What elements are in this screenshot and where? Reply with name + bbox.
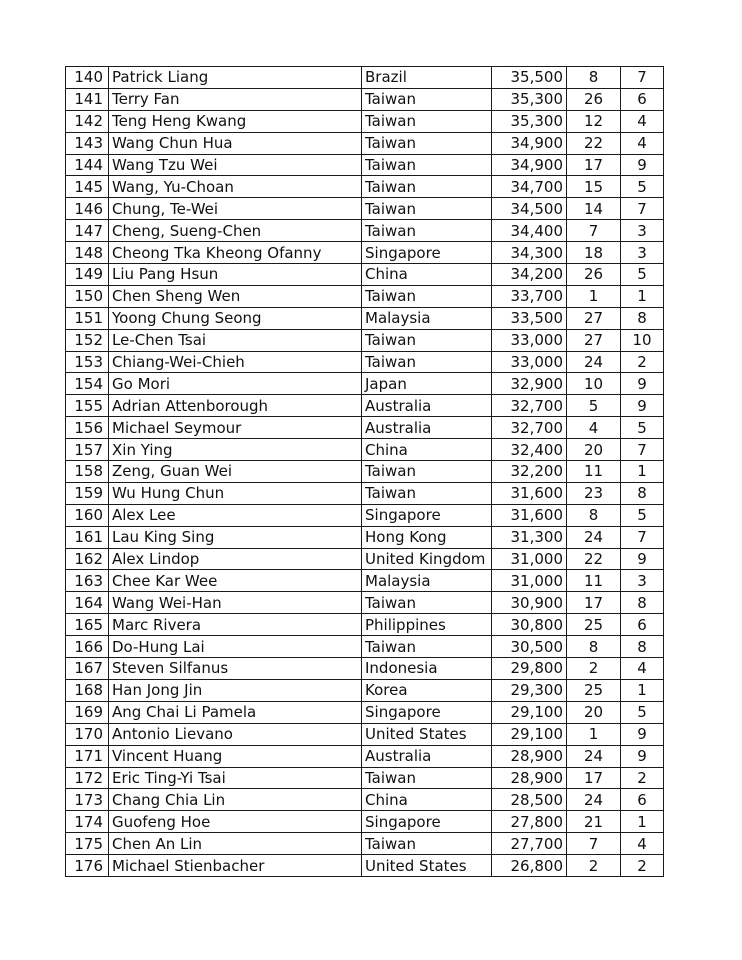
number-cell: 14 bbox=[567, 198, 621, 220]
table-row bbox=[66, 132, 664, 154]
table-row bbox=[66, 329, 664, 351]
player-name-cell: Lau King Sing bbox=[109, 526, 362, 548]
points-cell: 33,700 bbox=[492, 285, 567, 307]
player-name-cell: Michael Seymour bbox=[109, 417, 362, 439]
points-cell: 34,200 bbox=[492, 264, 567, 286]
table-row bbox=[66, 855, 664, 877]
player-name-cell: Wang Tzu Wei bbox=[109, 154, 362, 176]
number-cell: 17 bbox=[567, 592, 621, 614]
player-name-cell: Wang Wei-Han bbox=[109, 592, 362, 614]
points-cell: 31,600 bbox=[492, 482, 567, 504]
country-cell: Taiwan bbox=[362, 220, 492, 242]
points-cell: 33,000 bbox=[492, 329, 567, 351]
rank-cell: 165 bbox=[66, 614, 109, 636]
table-row bbox=[66, 439, 664, 461]
player-name-cell: Teng Heng Kwang bbox=[109, 110, 362, 132]
table-row bbox=[66, 701, 664, 723]
rank-cell: 142 bbox=[66, 110, 109, 132]
player-name-cell: Chang Chia Lin bbox=[109, 789, 362, 811]
country-cell: Singapore bbox=[362, 242, 492, 264]
player-name-cell: Liu Pang Hsun bbox=[109, 264, 362, 286]
points-cell: 28,900 bbox=[492, 745, 567, 767]
points-cell: 34,400 bbox=[492, 220, 567, 242]
number-cell: 18 bbox=[567, 242, 621, 264]
rank-cell: 168 bbox=[66, 679, 109, 701]
number-cell: 12 bbox=[567, 110, 621, 132]
rank-cell: 155 bbox=[66, 395, 109, 417]
number-cell: 8 bbox=[567, 504, 621, 526]
rank-cell: 157 bbox=[66, 439, 109, 461]
points-cell: 27,700 bbox=[492, 833, 567, 855]
player-name-cell: Go Mori bbox=[109, 373, 362, 395]
country-cell: Taiwan bbox=[362, 132, 492, 154]
table-row bbox=[66, 789, 664, 811]
number-cell: 5 bbox=[621, 504, 664, 526]
number-cell: 2 bbox=[567, 855, 621, 877]
rank-cell: 172 bbox=[66, 767, 109, 789]
rank-cell: 151 bbox=[66, 307, 109, 329]
table-row bbox=[66, 679, 664, 701]
country-cell: Taiwan bbox=[362, 482, 492, 504]
number-cell: 6 bbox=[621, 88, 664, 110]
number-cell: 6 bbox=[621, 614, 664, 636]
number-cell: 1 bbox=[621, 461, 664, 483]
country-cell: United States bbox=[362, 723, 492, 745]
number-cell: 26 bbox=[567, 88, 621, 110]
number-cell: 9 bbox=[621, 373, 664, 395]
number-cell: 1 bbox=[621, 811, 664, 833]
points-cell: 32,400 bbox=[492, 439, 567, 461]
table-row bbox=[66, 504, 664, 526]
rank-cell: 166 bbox=[66, 636, 109, 658]
table-row bbox=[66, 67, 664, 89]
number-cell: 20 bbox=[567, 701, 621, 723]
table-row bbox=[66, 351, 664, 373]
country-cell: Taiwan bbox=[362, 110, 492, 132]
table-row bbox=[66, 592, 664, 614]
country-cell: Taiwan bbox=[362, 176, 492, 198]
player-name-cell: Wang, Yu-Choan bbox=[109, 176, 362, 198]
rank-cell: 167 bbox=[66, 658, 109, 680]
number-cell: 27 bbox=[567, 307, 621, 329]
country-cell: Taiwan bbox=[362, 767, 492, 789]
number-cell: 5 bbox=[621, 701, 664, 723]
country-cell: Australia bbox=[362, 745, 492, 767]
player-name-cell: Wang Chun Hua bbox=[109, 132, 362, 154]
country-cell: Taiwan bbox=[362, 88, 492, 110]
number-cell: 4 bbox=[621, 833, 664, 855]
points-cell: 27,800 bbox=[492, 811, 567, 833]
player-name-cell: Zeng, Guan Wei bbox=[109, 461, 362, 483]
rank-cell: 153 bbox=[66, 351, 109, 373]
points-cell: 34,900 bbox=[492, 154, 567, 176]
country-cell: Taiwan bbox=[362, 198, 492, 220]
player-name-cell: Xin Ying bbox=[109, 439, 362, 461]
table-row bbox=[66, 285, 664, 307]
player-name-cell: Cheng, Sueng-Chen bbox=[109, 220, 362, 242]
table-row bbox=[66, 373, 664, 395]
country-cell: Singapore bbox=[362, 701, 492, 723]
table-row bbox=[66, 461, 664, 483]
points-cell: 33,500 bbox=[492, 307, 567, 329]
country-cell: Australia bbox=[362, 417, 492, 439]
number-cell: 21 bbox=[567, 811, 621, 833]
number-cell: 3 bbox=[621, 220, 664, 242]
rank-cell: 175 bbox=[66, 833, 109, 855]
player-name-cell: Vincent Huang bbox=[109, 745, 362, 767]
number-cell: 9 bbox=[621, 395, 664, 417]
number-cell: 7 bbox=[567, 220, 621, 242]
number-cell: 5 bbox=[621, 176, 664, 198]
country-cell: Taiwan bbox=[362, 833, 492, 855]
number-cell: 17 bbox=[567, 767, 621, 789]
player-name-cell: Marc Rivera bbox=[109, 614, 362, 636]
player-name-cell: Do-Hung Lai bbox=[109, 636, 362, 658]
number-cell: 1 bbox=[621, 285, 664, 307]
player-name-cell: Han Jong Jin bbox=[109, 679, 362, 701]
rank-cell: 174 bbox=[66, 811, 109, 833]
number-cell: 25 bbox=[567, 679, 621, 701]
table-row bbox=[66, 745, 664, 767]
rank-cell: 164 bbox=[66, 592, 109, 614]
rank-cell: 154 bbox=[66, 373, 109, 395]
number-cell: 2 bbox=[567, 658, 621, 680]
number-cell: 8 bbox=[621, 636, 664, 658]
country-cell: Indonesia bbox=[362, 658, 492, 680]
points-cell: 34,700 bbox=[492, 176, 567, 198]
player-name-cell: Cheong Tka Kheong Ofanny bbox=[109, 242, 362, 264]
number-cell: 24 bbox=[567, 789, 621, 811]
table-row bbox=[66, 154, 664, 176]
number-cell: 7 bbox=[621, 439, 664, 461]
rank-cell: 161 bbox=[66, 526, 109, 548]
number-cell: 8 bbox=[621, 482, 664, 504]
results-table bbox=[65, 66, 664, 877]
player-name-cell: Chung, Te-Wei bbox=[109, 198, 362, 220]
points-cell: 28,500 bbox=[492, 789, 567, 811]
points-cell: 32,700 bbox=[492, 417, 567, 439]
number-cell: 9 bbox=[621, 154, 664, 176]
rank-cell: 169 bbox=[66, 701, 109, 723]
rank-cell: 152 bbox=[66, 329, 109, 351]
player-name-cell: Michael Stienbacher bbox=[109, 855, 362, 877]
rank-cell: 162 bbox=[66, 548, 109, 570]
number-cell: 9 bbox=[621, 723, 664, 745]
table-body bbox=[66, 67, 664, 877]
number-cell: 4 bbox=[621, 110, 664, 132]
points-cell: 32,200 bbox=[492, 461, 567, 483]
player-name-cell: Wu Hung Chun bbox=[109, 482, 362, 504]
rank-cell: 149 bbox=[66, 264, 109, 286]
number-cell: 3 bbox=[621, 570, 664, 592]
player-name-cell: Adrian Attenborough bbox=[109, 395, 362, 417]
rank-cell: 176 bbox=[66, 855, 109, 877]
points-cell: 35,300 bbox=[492, 110, 567, 132]
points-cell: 29,800 bbox=[492, 658, 567, 680]
rank-cell: 170 bbox=[66, 723, 109, 745]
player-name-cell: Alex Lindop bbox=[109, 548, 362, 570]
points-cell: 31,000 bbox=[492, 570, 567, 592]
rank-cell: 140 bbox=[66, 67, 109, 89]
player-name-cell: Steven Silfanus bbox=[109, 658, 362, 680]
table-row bbox=[66, 264, 664, 286]
number-cell: 15 bbox=[567, 176, 621, 198]
number-cell: 22 bbox=[567, 548, 621, 570]
rank-cell: 158 bbox=[66, 461, 109, 483]
country-cell: United Kingdom bbox=[362, 548, 492, 570]
points-cell: 33,000 bbox=[492, 351, 567, 373]
country-cell: Hong Kong bbox=[362, 526, 492, 548]
rank-cell: 143 bbox=[66, 132, 109, 154]
number-cell: 5 bbox=[621, 264, 664, 286]
player-name-cell: Guofeng Hoe bbox=[109, 811, 362, 833]
number-cell: 3 bbox=[621, 242, 664, 264]
table-row bbox=[66, 548, 664, 570]
points-cell: 34,900 bbox=[492, 132, 567, 154]
number-cell: 11 bbox=[567, 570, 621, 592]
table-row bbox=[66, 307, 664, 329]
country-cell: Singapore bbox=[362, 811, 492, 833]
number-cell: 9 bbox=[621, 745, 664, 767]
rank-cell: 173 bbox=[66, 789, 109, 811]
country-cell: Taiwan bbox=[362, 351, 492, 373]
player-name-cell: Chen Sheng Wen bbox=[109, 285, 362, 307]
player-name-cell: Le-Chen Tsai bbox=[109, 329, 362, 351]
player-name-cell: Patrick Liang bbox=[109, 67, 362, 89]
country-cell: Taiwan bbox=[362, 636, 492, 658]
points-cell: 31,000 bbox=[492, 548, 567, 570]
number-cell: 2 bbox=[621, 351, 664, 373]
points-cell: 29,100 bbox=[492, 723, 567, 745]
country-cell: China bbox=[362, 789, 492, 811]
country-cell: Taiwan bbox=[362, 461, 492, 483]
table-row bbox=[66, 723, 664, 745]
number-cell: 24 bbox=[567, 351, 621, 373]
rank-cell: 171 bbox=[66, 745, 109, 767]
player-name-cell: Alex Lee bbox=[109, 504, 362, 526]
table-row bbox=[66, 395, 664, 417]
number-cell: 17 bbox=[567, 154, 621, 176]
rank-cell: 163 bbox=[66, 570, 109, 592]
table-row bbox=[66, 110, 664, 132]
rank-cell: 147 bbox=[66, 220, 109, 242]
country-cell: Malaysia bbox=[362, 307, 492, 329]
table-row bbox=[66, 811, 664, 833]
table-row bbox=[66, 482, 664, 504]
number-cell: 26 bbox=[567, 264, 621, 286]
points-cell: 28,900 bbox=[492, 767, 567, 789]
number-cell: 4 bbox=[621, 132, 664, 154]
country-cell: Malaysia bbox=[362, 570, 492, 592]
rank-cell: 145 bbox=[66, 176, 109, 198]
points-cell: 31,600 bbox=[492, 504, 567, 526]
table-row bbox=[66, 767, 664, 789]
number-cell: 24 bbox=[567, 526, 621, 548]
points-cell: 30,500 bbox=[492, 636, 567, 658]
number-cell: 7 bbox=[621, 526, 664, 548]
country-cell: Korea bbox=[362, 679, 492, 701]
number-cell: 22 bbox=[567, 132, 621, 154]
number-cell: 1 bbox=[621, 679, 664, 701]
points-cell: 31,300 bbox=[492, 526, 567, 548]
country-cell: Taiwan bbox=[362, 285, 492, 307]
country-cell: Japan bbox=[362, 373, 492, 395]
player-name-cell: Chen An Lin bbox=[109, 833, 362, 855]
rank-cell: 146 bbox=[66, 198, 109, 220]
country-cell: Brazil bbox=[362, 67, 492, 89]
number-cell: 20 bbox=[567, 439, 621, 461]
points-cell: 29,300 bbox=[492, 679, 567, 701]
points-cell: 32,900 bbox=[492, 373, 567, 395]
country-cell: United States bbox=[362, 855, 492, 877]
number-cell: 8 bbox=[621, 307, 664, 329]
number-cell: 5 bbox=[567, 395, 621, 417]
points-cell: 30,900 bbox=[492, 592, 567, 614]
points-cell: 34,300 bbox=[492, 242, 567, 264]
number-cell: 7 bbox=[567, 833, 621, 855]
table-row bbox=[66, 833, 664, 855]
rank-cell: 150 bbox=[66, 285, 109, 307]
country-cell: Taiwan bbox=[362, 329, 492, 351]
table-row bbox=[66, 220, 664, 242]
number-cell: 27 bbox=[567, 329, 621, 351]
number-cell: 8 bbox=[621, 592, 664, 614]
rank-cell: 160 bbox=[66, 504, 109, 526]
player-name-cell: Terry Fan bbox=[109, 88, 362, 110]
table-row bbox=[66, 658, 664, 680]
number-cell: 25 bbox=[567, 614, 621, 636]
points-cell: 29,100 bbox=[492, 701, 567, 723]
rank-cell: 148 bbox=[66, 242, 109, 264]
number-cell: 5 bbox=[621, 417, 664, 439]
table-row bbox=[66, 570, 664, 592]
player-name-cell: Chee Kar Wee bbox=[109, 570, 362, 592]
number-cell: 1 bbox=[567, 723, 621, 745]
rank-cell: 156 bbox=[66, 417, 109, 439]
number-cell: 7 bbox=[621, 198, 664, 220]
player-name-cell: Yoong Chung Seong bbox=[109, 307, 362, 329]
country-cell: China bbox=[362, 439, 492, 461]
points-cell: 26,800 bbox=[492, 855, 567, 877]
number-cell: 10 bbox=[567, 373, 621, 395]
rank-cell: 159 bbox=[66, 482, 109, 504]
country-cell: Australia bbox=[362, 395, 492, 417]
table-row bbox=[66, 636, 664, 658]
table-row bbox=[66, 88, 664, 110]
points-cell: 35,300 bbox=[492, 88, 567, 110]
rank-cell: 141 bbox=[66, 88, 109, 110]
table-row bbox=[66, 417, 664, 439]
player-name-cell: Eric Ting-Yi Tsai bbox=[109, 767, 362, 789]
number-cell: 8 bbox=[567, 67, 621, 89]
country-cell: Philippines bbox=[362, 614, 492, 636]
number-cell: 9 bbox=[621, 548, 664, 570]
number-cell: 1 bbox=[567, 285, 621, 307]
number-cell: 8 bbox=[567, 636, 621, 658]
points-cell: 30,800 bbox=[492, 614, 567, 636]
player-name-cell: Ang Chai Li Pamela bbox=[109, 701, 362, 723]
number-cell: 10 bbox=[621, 329, 664, 351]
country-cell: Taiwan bbox=[362, 592, 492, 614]
country-cell: China bbox=[362, 264, 492, 286]
rank-cell: 144 bbox=[66, 154, 109, 176]
player-name-cell: Chiang-Wei-Chieh bbox=[109, 351, 362, 373]
points-cell: 32,700 bbox=[492, 395, 567, 417]
number-cell: 24 bbox=[567, 745, 621, 767]
number-cell: 4 bbox=[621, 658, 664, 680]
country-cell: Taiwan bbox=[362, 154, 492, 176]
number-cell: 7 bbox=[621, 67, 664, 89]
number-cell: 2 bbox=[621, 767, 664, 789]
number-cell: 11 bbox=[567, 461, 621, 483]
points-cell: 35,500 bbox=[492, 67, 567, 89]
table-row bbox=[66, 176, 664, 198]
table-row bbox=[66, 242, 664, 264]
country-cell: Singapore bbox=[362, 504, 492, 526]
number-cell: 6 bbox=[621, 789, 664, 811]
table-row bbox=[66, 526, 664, 548]
number-cell: 23 bbox=[567, 482, 621, 504]
number-cell: 4 bbox=[567, 417, 621, 439]
table-row bbox=[66, 198, 664, 220]
number-cell: 2 bbox=[621, 855, 664, 877]
table-row bbox=[66, 614, 664, 636]
points-cell: 34,500 bbox=[492, 198, 567, 220]
player-name-cell: Antonio Lievano bbox=[109, 723, 362, 745]
